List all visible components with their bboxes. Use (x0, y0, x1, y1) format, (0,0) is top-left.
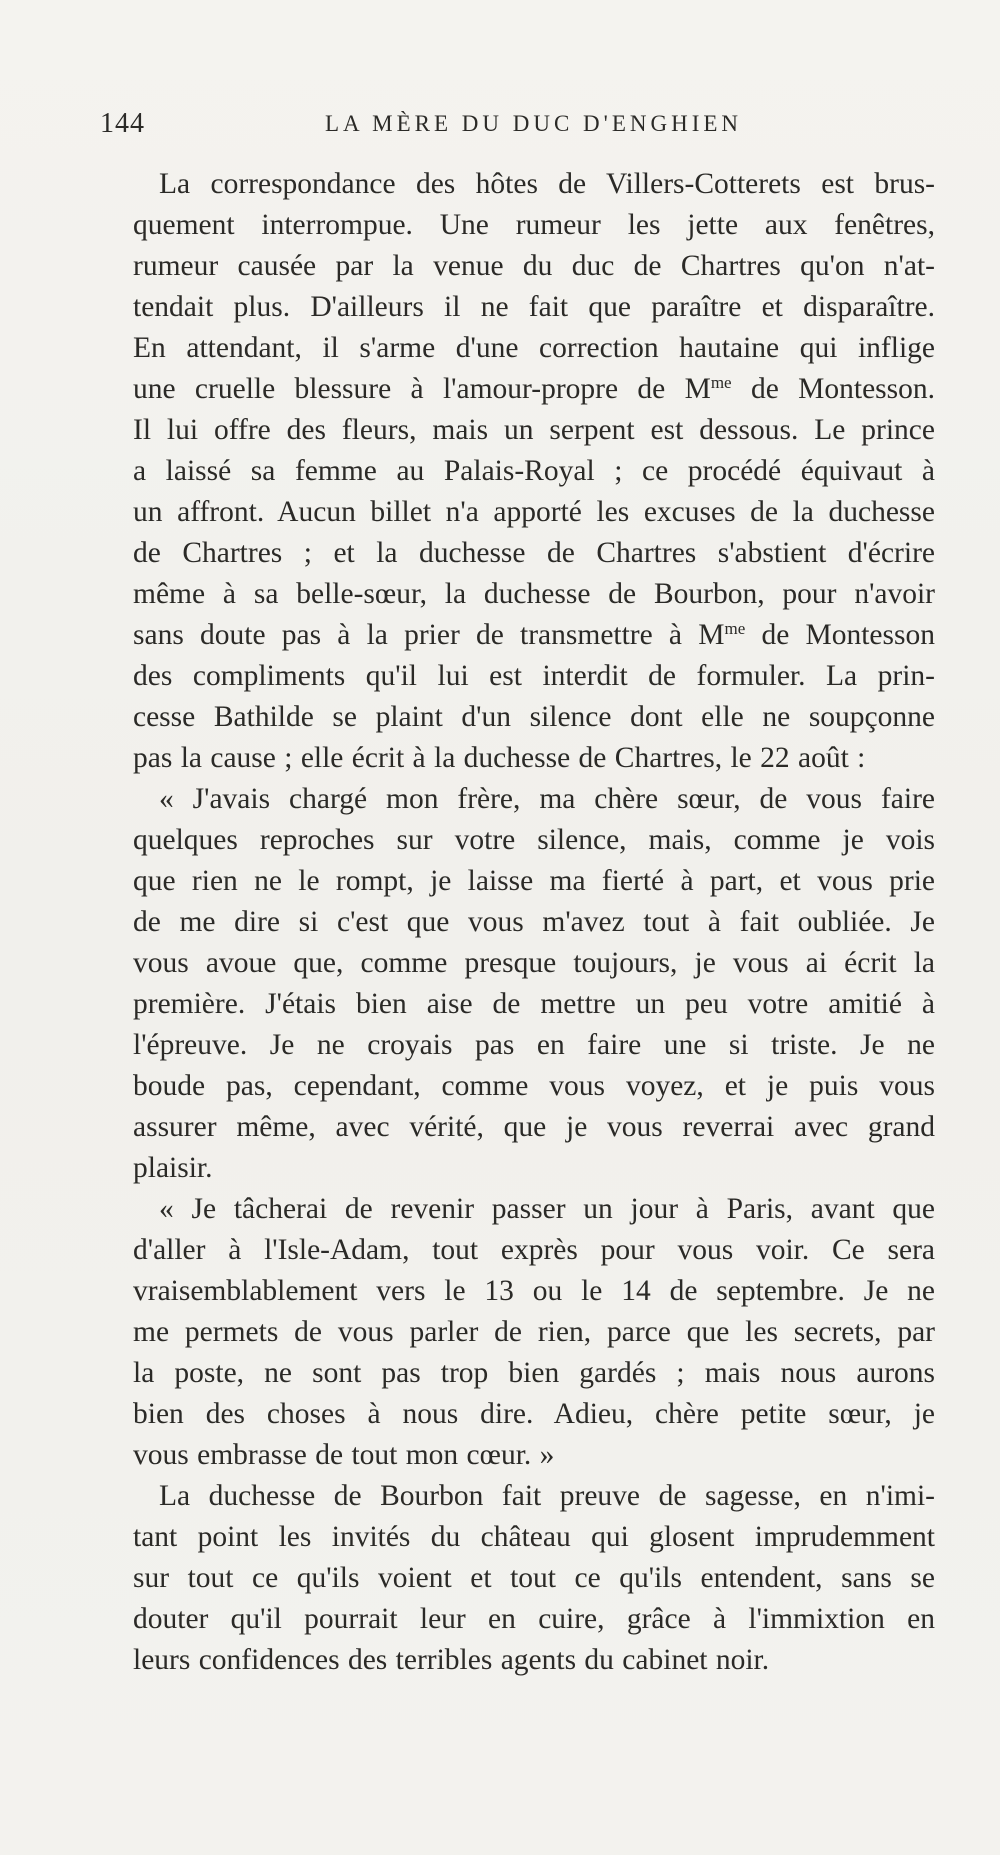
text-line: d'aller à l'Isle-Adam, tout exprès pour vous voir. Ce sera (133, 1234, 935, 1266)
text-line: vous avoue que, comme presque toujours, je vous ai écrit la (133, 947, 935, 979)
running-header (100, 108, 960, 148)
text-line: tendait plus. D'ailleurs il ne fait que paraître et disparaître. (133, 291, 935, 323)
text-line: assurer même, avec vérité, que je vous reverrai avec grand (133, 1111, 935, 1143)
paragraph-2 (107, 779, 935, 1189)
text-line: que rien ne le rompt, je laisse ma fierté à part, et vous prie (133, 865, 935, 897)
text-segment: une cruelle blessure à l'amour-propre de M (133, 373, 711, 405)
text-line: La duchesse de Bourbon fait preuve de sagesse, en n'imi- (159, 1480, 935, 1512)
text-line: cesse Bathilde se plaint d'un silence dont elle ne soupçonne (133, 701, 935, 733)
text-line: douter qu'il pourrait leur en cuire, grâce à l'immixtion en (133, 1603, 935, 1635)
text-line: l'épreuve. Je ne croyais pas en faire une si triste. Je ne (133, 1029, 935, 1061)
text-line: plaisir. (133, 1152, 213, 1184)
text-line: En attendant, il s'arme d'une correction hautaine qui inflige (133, 332, 935, 364)
text-line: bien des choses à nous dire. Adieu, chère petite sœur, je (133, 1398, 935, 1430)
text-line: première. J'étais bien aise de mettre un peu votre amitié à (133, 988, 935, 1020)
text-line: La correspondance des hôtes de Villers-Cotterets est brus- (159, 168, 935, 200)
text-line: a laissé sa femme au Palais-Royal ; ce procédé équivaut à (133, 455, 935, 487)
text-line: boude pas, cependant, comme vous voyez, et je puis vous (133, 1070, 935, 1102)
text-line: pas la cause ; elle écrit à la duchesse de Chartres, le 22 août : (133, 742, 866, 774)
text-line: même à sa belle-sœur, la duchesse de Bourbon, pour n'avoir (133, 578, 935, 610)
text-line: un affront. Aucun billet n'a apporté les excuses de la duchesse (133, 496, 935, 528)
text-line: rumeur causée par la venue du duc de Chartres qu'on n'at- (133, 250, 935, 282)
text-line: « J'avais chargé mon frère, ma chère sœur, de vous faire (159, 783, 935, 815)
text-line: vraisemblablement vers le 13 ou le 14 de septembre. Je ne (133, 1275, 935, 1307)
text-line: « Je tâcherai de revenir passer un jour à Paris, avant que (159, 1193, 935, 1225)
running-title: LA MÈRE DU DUC D'ENGHIEN (325, 111, 743, 136)
text-segment: sans doute pas à la prier de transmettre à M (133, 619, 725, 651)
text-line: vous embrasse de tout mon cœur. » (133, 1439, 555, 1471)
text-segment: de Montesson. (731, 373, 935, 405)
text-line: quelques reproches sur votre silence, mais, comme je vois (133, 824, 935, 856)
text-line: la poste, ne sont pas trop bien gardés ; mais nous aurons (133, 1357, 935, 1389)
text-line: de Chartres ; et la duchesse de Chartres s'abstient d'écrire (133, 537, 935, 569)
text-segment: de Montesson (745, 619, 935, 651)
text-line: leurs confidences des terribles agents du cabinet noir. (133, 1644, 770, 1676)
superscript: me (724, 619, 746, 638)
paragraph-3 (107, 1189, 935, 1476)
text-line-with-superscript (107, 369, 935, 410)
text-line: tant point les invités du château qui glosent imprudemment (133, 1521, 935, 1553)
text-line: des compliments qu'il lui est interdit de formuler. La prin- (133, 660, 935, 692)
body-text (107, 164, 935, 1681)
paragraph-1 (107, 164, 935, 779)
text-line: quement interrompue. Une rumeur les jette aux fenêtres, (133, 209, 935, 241)
paragraph-4 (107, 1476, 935, 1681)
page-number: 144 (100, 108, 145, 139)
text-line: Il lui offre des fleurs, mais un serpent est dessous. Le prince (133, 414, 935, 446)
text-line: de me dire si c'est que vous m'avez tout à fait oubliée. Je (133, 906, 935, 938)
text-line: me permets de vous parler de rien, parce que les secrets, par (133, 1316, 935, 1348)
superscript: me (710, 373, 732, 392)
text-line: sur tout ce qu'ils voient et tout ce qu'ils entendent, sans se (133, 1562, 935, 1594)
text-line-with-superscript (107, 615, 935, 656)
